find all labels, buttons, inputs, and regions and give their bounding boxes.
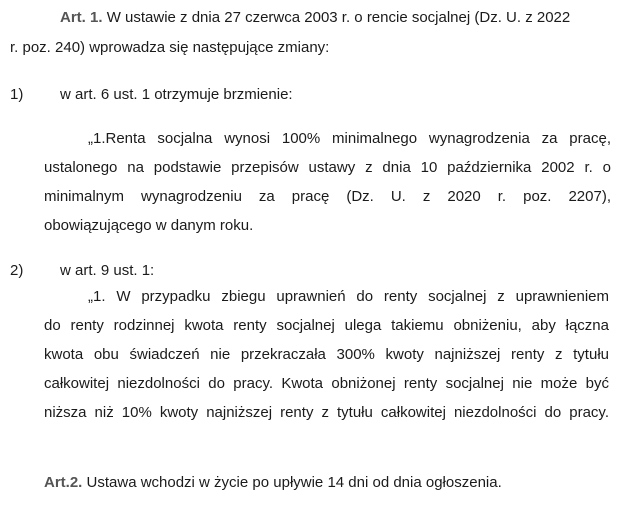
- item-2-quote-line-2: do renty rodzinnej kwota renty socjalnej ulega takiemu obniżeniu, aby łączna: [44, 317, 609, 334]
- item-1-number: 1): [10, 86, 24, 103]
- item-2-lead: w art. 9 ust. 1:: [60, 262, 155, 279]
- item-2-quote-line-4: całkowitej niezdolności do pracy. Kwota obniżonej renty socjalnej nie może być: [44, 375, 609, 392]
- item-2-number: 2): [10, 262, 24, 279]
- item-2-quote-line-5: niższa niż 10% kwoty najniższej renty z tytułu całkowitej niezdolności do pracy.: [44, 404, 609, 421]
- item-1-quote-line-4: obowiązującego w danym roku.: [44, 217, 254, 234]
- item-2-quote-line-3: kwota obu świadczeń nie przekraczała 300% kwoty najniższej renty z tytułu: [44, 346, 609, 363]
- item-2-quote-line-1: „1. W przypadku zbiegu uprawnień do renty socjalnej z uprawnieniem: [88, 288, 609, 305]
- art2-heading: Art.2.: [44, 474, 83, 491]
- art1-intro-text: W ustawie z dnia 27 czerwca 2003 r. o rencie socjalnej (Dz. U. z 2022: [106, 9, 571, 26]
- art2-line: [44, 474, 502, 492]
- art1-heading: Art. 1.: [60, 9, 103, 26]
- item-1-quote-line-3: minimalnym wynagrodzeniu za pracę (Dz. U. z 2020 r. poz. 2207),: [44, 188, 611, 205]
- item-1-quote-line-2: ustalonego na podstawie przepisów ustawy z dnia 10 października 2002 r. o: [44, 159, 611, 176]
- art1-intro-line2: r. poz. 240) wprowadza się następujące zmiany:: [10, 39, 330, 56]
- art1-intro-line1: [60, 9, 610, 27]
- item-1-quote-line-1: „1.Renta socjalna wynosi 100% minimalnego wynagrodzenia za pracę,: [88, 130, 611, 147]
- item-1-lead: w art. 6 ust. 1 otrzymuje brzmienie:: [60, 86, 293, 103]
- art2-text: Ustawa wchodzi w życie po upływie 14 dni od dnia ogłoszenia.: [86, 474, 502, 491]
